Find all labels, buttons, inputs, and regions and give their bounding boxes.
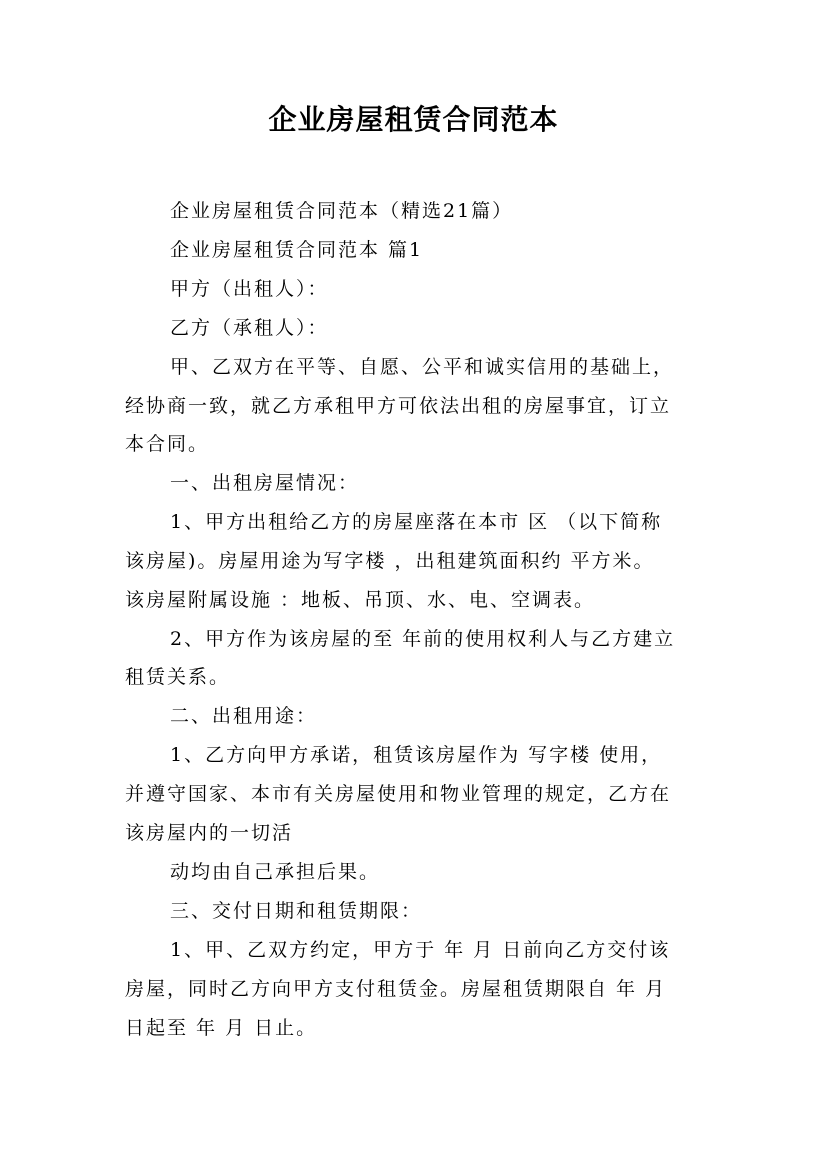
clause-heading: 二、出租用途： (170, 705, 318, 727)
paragraph-line: 日起至 年 月 日止。 (125, 1017, 318, 1039)
paragraph-line: 本合同。 (125, 433, 210, 455)
paragraph-line: 该房屋内的一切活 (125, 822, 294, 844)
clause-heading: 一、出租房屋情况： (170, 472, 360, 494)
section-heading: 企业房屋租赁合同范本 篇1 (170, 239, 424, 261)
paragraph-line: 2、甲方作为该房屋的至 年前的使用权利人与乙方建立 (170, 628, 676, 650)
party-a-line: 甲方（出租人）： (170, 278, 329, 300)
paragraph-line: 经协商一致，就乙方承租甲方可依法出租的房屋事宜，订立 (125, 395, 672, 417)
paragraph-line: 甲、乙双方在平等、自愿、公平和诚实信用的基础上， (170, 356, 675, 378)
paragraph-line: 动均由自己承担后果。 (170, 861, 381, 883)
paragraph-line: 租赁关系。 (125, 666, 231, 688)
paragraph-line: 1、甲方出租给乙方的房屋座落在本市 区 （以下简称 (170, 511, 663, 533)
paragraph-line: 该房屋附属设施 ：地板、吊顶、水、电、空调表。 (125, 589, 596, 611)
document-title: 企业房屋租赁合同范本 (268, 103, 559, 136)
subtitle-line: 企业房屋租赁合同范本（精选21篇） (170, 200, 514, 222)
paragraph-line: 房屋，同时乙方向甲方支付租赁金。房屋租赁期限自 年 月 (125, 978, 667, 1000)
paragraph-line: 1、甲、乙双方约定，甲方于 年 月 日前向乙方交付该 (170, 939, 671, 961)
paragraph-line: 并遵守国家、本市有关房屋使用和物业管理的规定，乙方在 (125, 783, 672, 805)
clause-heading: 三、交付日期和租赁期限： (170, 900, 423, 922)
paragraph-line: 1、乙方向甲方承诺，租赁该房屋作为 写字楼 使用， (170, 744, 663, 766)
paragraph-line: 该房屋)。房屋用途为写字楼 ，出租建筑面积约 平方米。 (125, 550, 655, 572)
party-b-line: 乙方（承租人）： (170, 317, 329, 339)
